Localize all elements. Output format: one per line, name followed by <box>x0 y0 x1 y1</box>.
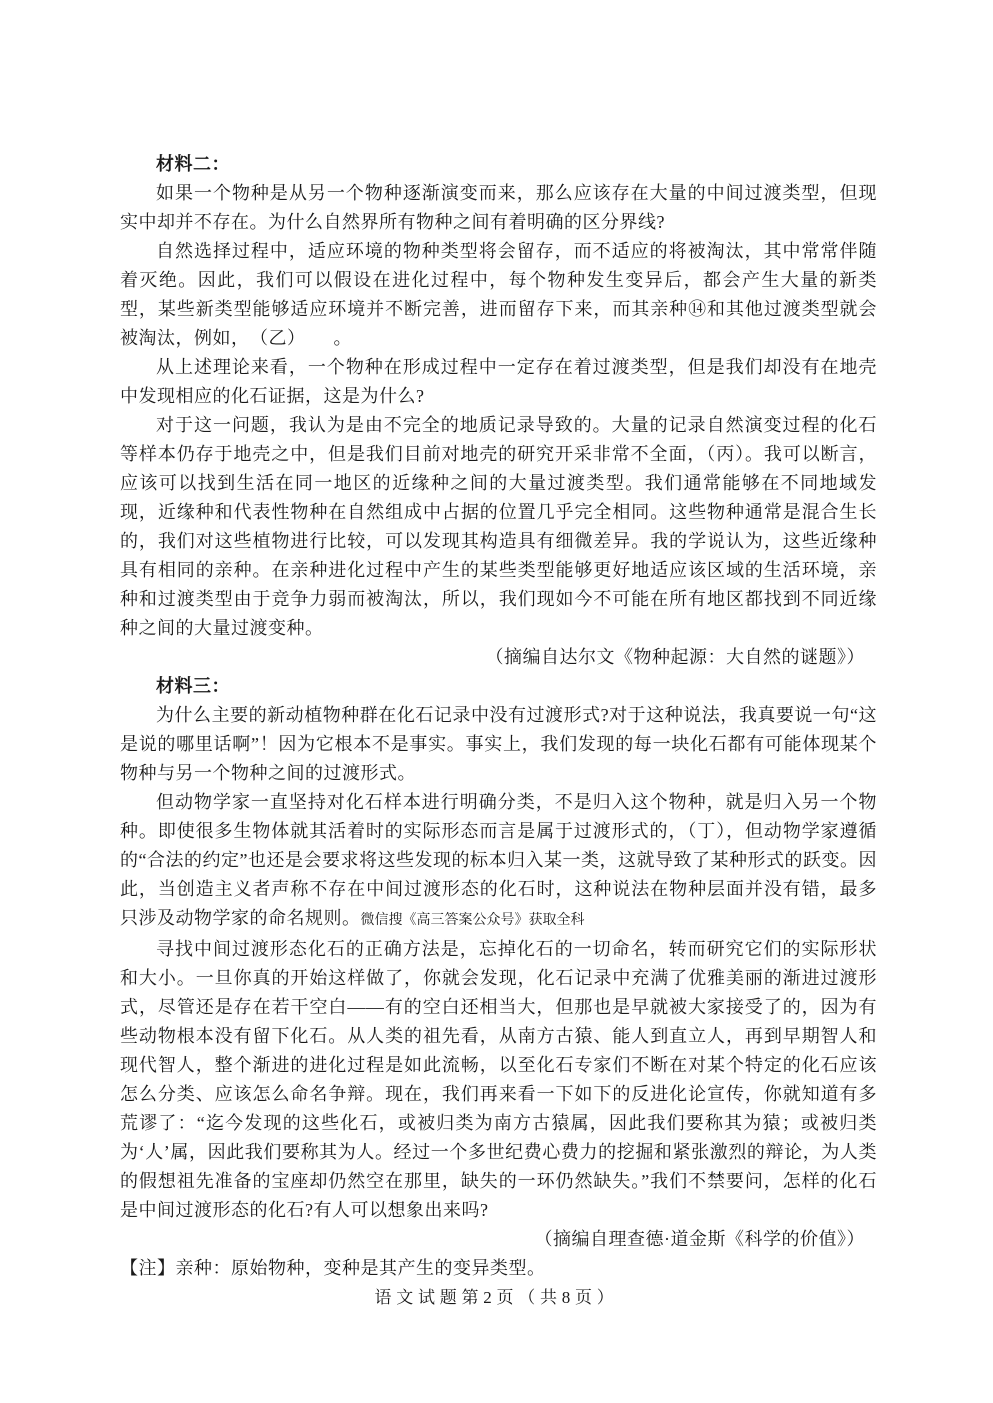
material-two-paragraph: 自然选择过程中，适应环境的物种类型将会留存，而不适应的将被淘汰，其中常常伴随着灭绝。因此，我们可以假设在进化过程中，每个物种发生变异后，都会产生大量的新类型，某些新类型能够适应环境并不断完善，进而留存下来，而其亲种⑭和其他过渡类型就会被淘汰，例如， （乙） 。 <box>120 241 877 348</box>
page-text-block <box>120 150 877 1283</box>
watermark-text: 微信搜《高三答案公众号》获取全科 <box>360 913 585 928</box>
material-three-paragraph: 寻找中间过渡形态化石的正确方法是，忘掉化石的一切命名，转而研究它们的实际形状和大小。一旦你真的开始这样做了，你就会发现，化石记录中充满了优雅美丽的渐进过渡形式，尽管还是存在若干空白——有的空白还相当大，但那也是早就被大家接受了的，因为有些动物根本没有留下化石。从人类的祖先看，从南方古猿、能人到直立人，再到早期智人和现代智人，整个渐进的进化过程是如此流畅，以至化石专家们不断在对某个特定的化石应该怎么分类、应该怎么命名争辩。现在，我们再来看一下如下的反进化论宣传，你就知道有多荒谬了：“迄今发现的这些化石，或被归类为南方古猿属，因此我们要称其为猿；或被归类为‘人’属，因此我们要称其为人。经过一个多世纪费心费力的挖掘和紧张激烈的辩论，为人类的假想祖先准备的宝座却仍然空在那里，缺失的一环仍然缺失。”我们不禁要问，怎样的化石是中间过渡形态的化石?有人可以想象出来吗? <box>120 939 877 1220</box>
material-three-paragraph: 为什么主要的新动植物种群在化石记录中没有过渡形式?对于这种说法，我真要说一句“这是说的哪里话啊”！因为它根本不是事实。事实上，我们发现的每一块化石都有可能体现某个物种与另一个物种之间的过渡形式。 <box>120 705 877 783</box>
material-two-paragraph: 从上述理论来看，一个物种在形成过程中一定存在着过渡类型，但是我们却没有在地壳中发现相应的化石证据，这是为什么? <box>120 357 877 406</box>
material-two-section <box>120 150 877 672</box>
material-three-section <box>120 672 877 1254</box>
material-three-attribution: （摘编自理查德·道金斯《科学的价值》） <box>534 1229 865 1249</box>
material-three-paragraph-text: 但动物学家一直坚持对化石样本进行明确分类，不是归入这个物种，就是归入另一个物种。即使很多生物体就其活着时的实际形态而言是属于过渡形式的，（丁），但动物学家遵循的“合法的约定”也还是会要求将这些发现的标本归入某一类，这就导致了某种形式的跃变。因此，当创造主义者声称不存在中间过渡形态的化石时，这种说法在物种层面并没有错，最多只涉及动物学家的命名规则。 <box>120 792 877 928</box>
material-two-attribution: （摘编自达尔文《物种起源：大自然的谜题》） <box>485 647 865 667</box>
material-two-heading: 材料二： <box>156 154 230 174</box>
footnote: 【注】亲种：原始物种，变种是其产生的变异类型。 <box>120 1258 546 1278</box>
page-footer: 语文试题第2页（共8页） <box>374 1288 619 1307</box>
material-two-paragraph: 对于这一问题，我认为是由不完全的地质记录导致的。大量的记录自然演变过程的化石等样本仍存于地壳之中，但是我们目前对地壳的研究开采非常不全面，（丙）。我可以断言，应该可以找到生活在同一地区的近缘种之间的大量过渡类型。我们通常能够在不同地域发现，近缘种和代表性物种在自然组成中占据的位置几乎完全相同。这些物种通常是混合生长的，我们对这些植物进行比较，可以发现其构造具有细微差异。我的学说认为，这些近缘种具有相同的亲种。在亲种进化过程中产生的某些类型能够更好地适应该区域的生活环境，亲种和过渡类型由于竞争力弱而被淘汰，所以，我们现如今不可能在所有地区都找到不同近缘种之间的大量过渡变种。 <box>120 415 877 638</box>
material-three-paragraph <box>120 788 877 935</box>
material-three-heading: 材料三： <box>156 676 230 696</box>
material-two-paragraph: 如果一个物种是从另一个物种逐渐演变而来，那么应该存在大量的中间过渡类型，但现实中却并不存在。为什么自然界所有物种之间有着明确的区分界线? <box>120 183 877 232</box>
